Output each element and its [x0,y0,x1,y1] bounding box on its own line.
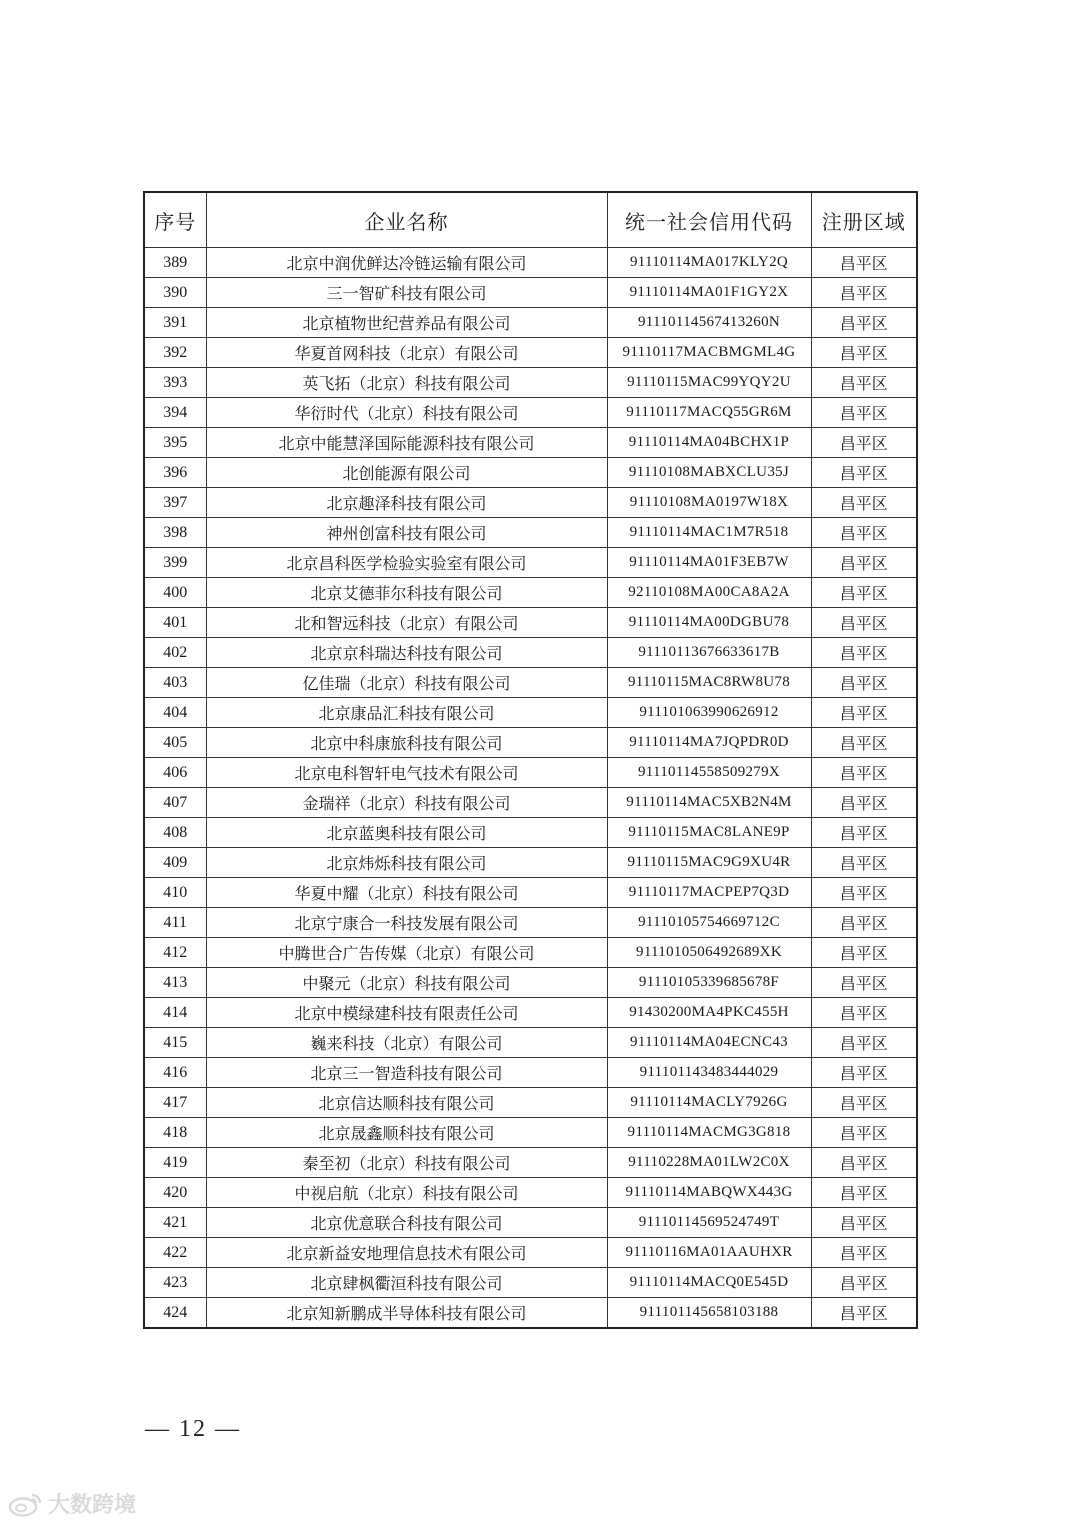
table-row [144,1148,917,1178]
cell-seq: 422 [144,1238,206,1268]
cell-company-name: 华夏中耀（北京）科技有限公司 [206,878,607,908]
cell-region: 昌平区 [811,338,917,368]
table-row [144,968,917,998]
table-row [144,458,917,488]
cell-credit-code: 91110114MACQ0E545D [607,1268,811,1298]
cell-seq: 419 [144,1148,206,1178]
cell-region: 昌平区 [811,938,917,968]
cell-region: 昌平区 [811,758,917,788]
cell-region: 昌平区 [811,368,917,398]
cell-seq: 397 [144,488,206,518]
cell-company-name: 北京新益安地理信息技术有限公司 [206,1238,607,1268]
cell-region: 昌平区 [811,908,917,938]
cell-credit-code: 91110114MA01F1GY2X [607,278,811,308]
cell-company-name: 秦至初（北京）科技有限公司 [206,1148,607,1178]
header-region: 注册区域 [811,192,917,248]
cell-company-name: 北创能源有限公司 [206,458,607,488]
cell-credit-code: 91110117MACPEP7Q3D [607,878,811,908]
cell-region: 昌平区 [811,1268,917,1298]
cell-seq: 399 [144,548,206,578]
cell-seq: 401 [144,608,206,638]
cell-credit-code: 91110105754669712C [607,908,811,938]
cell-seq: 424 [144,1298,206,1329]
cell-region: 昌平区 [811,788,917,818]
table-row [144,1028,917,1058]
cell-region: 昌平区 [811,668,917,698]
cell-seq: 411 [144,908,206,938]
cell-credit-code: 91110105339685678F [607,968,811,998]
cell-credit-code: 91110108MABXCLU35J [607,458,811,488]
table-row [144,428,917,458]
table-header-row [144,192,917,248]
cell-credit-code: 91110114MA017KLY2Q [607,248,811,278]
cell-seq: 423 [144,1268,206,1298]
cell-credit-code: 92110108MA00CA8A2A [607,578,811,608]
cell-credit-code: 91110114MA7JQPDR0D [607,728,811,758]
cell-seq: 394 [144,398,206,428]
cell-region: 昌平区 [811,698,917,728]
cell-company-name: 巍来科技（北京）有限公司 [206,1028,607,1058]
cell-region: 昌平区 [811,518,917,548]
table-row [144,368,917,398]
cell-company-name: 北京中润优鲜达冷链运输有限公司 [206,248,607,278]
cell-seq: 421 [144,1208,206,1238]
cell-region: 昌平区 [811,428,917,458]
cell-credit-code: 91110115MAC99YQY2U [607,368,811,398]
cell-credit-code: 911101063990626912 [607,698,811,728]
cell-company-name: 神州创富科技有限公司 [206,518,607,548]
cell-credit-code: 91110114MAC1M7R518 [607,518,811,548]
cell-region: 昌平区 [811,608,917,638]
table-row [144,698,917,728]
cell-credit-code: 91110114MABQWX443G [607,1178,811,1208]
cell-company-name: 北京炜烁科技有限公司 [206,848,607,878]
cell-region: 昌平区 [811,1178,917,1208]
cell-region: 昌平区 [811,848,917,878]
cell-credit-code: 91110114MAC5XB2N4M [607,788,811,818]
table-row [144,1208,917,1238]
cell-seq: 413 [144,968,206,998]
cell-region: 昌平区 [811,638,917,668]
cell-credit-code: 91110114MA04ECNC43 [607,1028,811,1058]
cell-region: 昌平区 [811,1028,917,1058]
table-row [144,788,917,818]
cell-credit-code: 91110114MA01F3EB7W [607,548,811,578]
cell-seq: 408 [144,818,206,848]
cell-company-name: 北京肆枫衢洹科技有限公司 [206,1268,607,1298]
table-row [144,608,917,638]
table-body [144,248,917,1329]
cell-seq: 420 [144,1178,206,1208]
cell-company-name: 北京知新鹏成半导体科技有限公司 [206,1298,607,1329]
cell-region: 昌平区 [811,1208,917,1238]
cell-company-name: 北京信达顺科技有限公司 [206,1088,607,1118]
cell-credit-code: 91110114MACLY7926G [607,1088,811,1118]
cell-region: 昌平区 [811,578,917,608]
cell-seq: 416 [144,1058,206,1088]
cell-company-name: 北京蓝奥科技有限公司 [206,818,607,848]
header-company-name: 企业名称 [206,192,607,248]
table-row [144,638,917,668]
cell-seq: 412 [144,938,206,968]
weibo-icon [8,1491,42,1517]
table-row [144,1178,917,1208]
cell-company-name: 北京艾德菲尔科技有限公司 [206,578,607,608]
table-row [144,338,917,368]
cell-region: 昌平区 [811,1238,917,1268]
table-row [144,668,917,698]
cell-seq: 410 [144,878,206,908]
cell-credit-code: 91110114558509279X [607,758,811,788]
table-row [144,578,917,608]
cell-seq: 415 [144,1028,206,1058]
cell-region: 昌平区 [811,458,917,488]
cell-region: 昌平区 [811,1088,917,1118]
table-row [144,938,917,968]
cell-company-name: 华衍时代（北京）科技有限公司 [206,398,607,428]
cell-credit-code: 91110115MAC9G9XU4R [607,848,811,878]
cell-seq: 392 [144,338,206,368]
cell-seq: 396 [144,458,206,488]
cell-region: 昌平区 [811,968,917,998]
cell-region: 昌平区 [811,248,917,278]
cell-company-name: 北京电科智轩电气技术有限公司 [206,758,607,788]
cell-company-name: 北京中能慧泽国际能源科技有限公司 [206,428,607,458]
cell-company-name: 北京三一智造科技有限公司 [206,1058,607,1088]
cell-region: 昌平区 [811,818,917,848]
cell-seq: 406 [144,758,206,788]
cell-region: 昌平区 [811,548,917,578]
cell-company-name: 北京中模绿建科技有限责任公司 [206,998,607,1028]
cell-seq: 391 [144,308,206,338]
cell-credit-code: 91110115MAC8LANE9P [607,818,811,848]
cell-company-name: 北京昌科医学检验实验室有限公司 [206,548,607,578]
table-row [144,758,917,788]
cell-company-name: 北京晟鑫顺科技有限公司 [206,1118,607,1148]
table-row [144,308,917,338]
cell-seq: 418 [144,1118,206,1148]
cell-credit-code: 91110117MACQ55GR6M [607,398,811,428]
cell-company-name: 北京中科康旅科技有限公司 [206,728,607,758]
cell-credit-code: 91110114MA04BCHX1P [607,428,811,458]
cell-company-name: 亿佳瑞（北京）科技有限公司 [206,668,607,698]
table-row [144,278,917,308]
table-row [144,1058,917,1088]
table-row [144,998,917,1028]
enterprise-table [143,191,918,1329]
table-row [144,1118,917,1148]
cell-company-name: 北京趣泽科技有限公司 [206,488,607,518]
cell-region: 昌平区 [811,998,917,1028]
cell-company-name: 华夏首网科技（北京）有限公司 [206,338,607,368]
table-row [144,908,917,938]
table-row [144,398,917,428]
cell-seq: 393 [144,368,206,398]
cell-credit-code: 91110114MA00DGBU78 [607,608,811,638]
table-row [144,1238,917,1268]
cell-seq: 407 [144,788,206,818]
cell-company-name: 金瑞祥（北京）科技有限公司 [206,788,607,818]
cell-region: 昌平区 [811,728,917,758]
cell-company-name: 三一智矿科技有限公司 [206,278,607,308]
cell-company-name: 英飞拓（北京）科技有限公司 [206,368,607,398]
cell-region: 昌平区 [811,878,917,908]
cell-company-name: 北京优意联合科技有限公司 [206,1208,607,1238]
header-credit-code: 统一社会信用代码 [607,192,811,248]
watermark-text: 大数跨境 [48,1493,137,1518]
cell-region: 昌平区 [811,308,917,338]
cell-credit-code: 91110108MA0197W18X [607,488,811,518]
cell-region: 昌平区 [811,1148,917,1178]
cell-credit-code: 911101145658103188 [607,1298,811,1329]
cell-company-name: 北京京科瑞达科技有限公司 [206,638,607,668]
table-row [144,848,917,878]
cell-region: 昌平区 [811,488,917,518]
cell-credit-code: 91110114569524749T [607,1208,811,1238]
cell-seq: 390 [144,278,206,308]
cell-company-name: 北京康品汇科技有限公司 [206,698,607,728]
cell-seq: 402 [144,638,206,668]
cell-seq: 400 [144,578,206,608]
table-header [144,192,917,248]
cell-credit-code: 91110114567413260N [607,308,811,338]
cell-seq: 398 [144,518,206,548]
cell-credit-code: 91110117MACBMGML4G [607,338,811,368]
cell-company-name: 北京宁康合一科技发展有限公司 [206,908,607,938]
header-seq: 序号 [144,192,206,248]
cell-seq: 403 [144,668,206,698]
cell-seq: 389 [144,248,206,278]
cell-credit-code: 91110113676633617B [607,638,811,668]
cell-credit-code: 91110228MA01LW2C0X [607,1148,811,1178]
table-row [144,1088,917,1118]
table-row [144,548,917,578]
cell-region: 昌平区 [811,1058,917,1088]
cell-company-name: 中腾世合广告传媒（北京）有限公司 [206,938,607,968]
cell-company-name: 中聚元（北京）科技有限公司 [206,968,607,998]
cell-credit-code: 91430200MA4PKC455H [607,998,811,1028]
cell-seq: 414 [144,998,206,1028]
table-row [144,248,917,278]
cell-seq: 404 [144,698,206,728]
table-row [144,728,917,758]
table-row [144,1298,917,1329]
page-number: — 12 — [145,1416,241,1442]
cell-seq: 405 [144,728,206,758]
table-row [144,1268,917,1298]
cell-company-name: 中视启航（北京）科技有限公司 [206,1178,607,1208]
cell-credit-code: 91110114MACMG3G818 [607,1118,811,1148]
cell-region: 昌平区 [811,278,917,308]
cell-region: 昌平区 [811,1118,917,1148]
table-row [144,518,917,548]
cell-credit-code: 91110115MAC8RW8U78 [607,668,811,698]
cell-seq: 395 [144,428,206,458]
cell-credit-code: 911101143483444029 [607,1058,811,1088]
cell-region: 昌平区 [811,398,917,428]
table-row [144,818,917,848]
cell-seq: 417 [144,1088,206,1118]
table-row [144,878,917,908]
cell-company-name: 北京植物世纪营养品有限公司 [206,308,607,338]
cell-company-name: 北和智远科技（北京）有限公司 [206,608,607,638]
cell-credit-code: 9111010506492689XK [607,938,811,968]
cell-seq: 409 [144,848,206,878]
watermark [8,1488,136,1519]
cell-credit-code: 91110116MA01AAUHXR [607,1238,811,1268]
cell-region: 昌平区 [811,1298,917,1329]
table-row [144,488,917,518]
